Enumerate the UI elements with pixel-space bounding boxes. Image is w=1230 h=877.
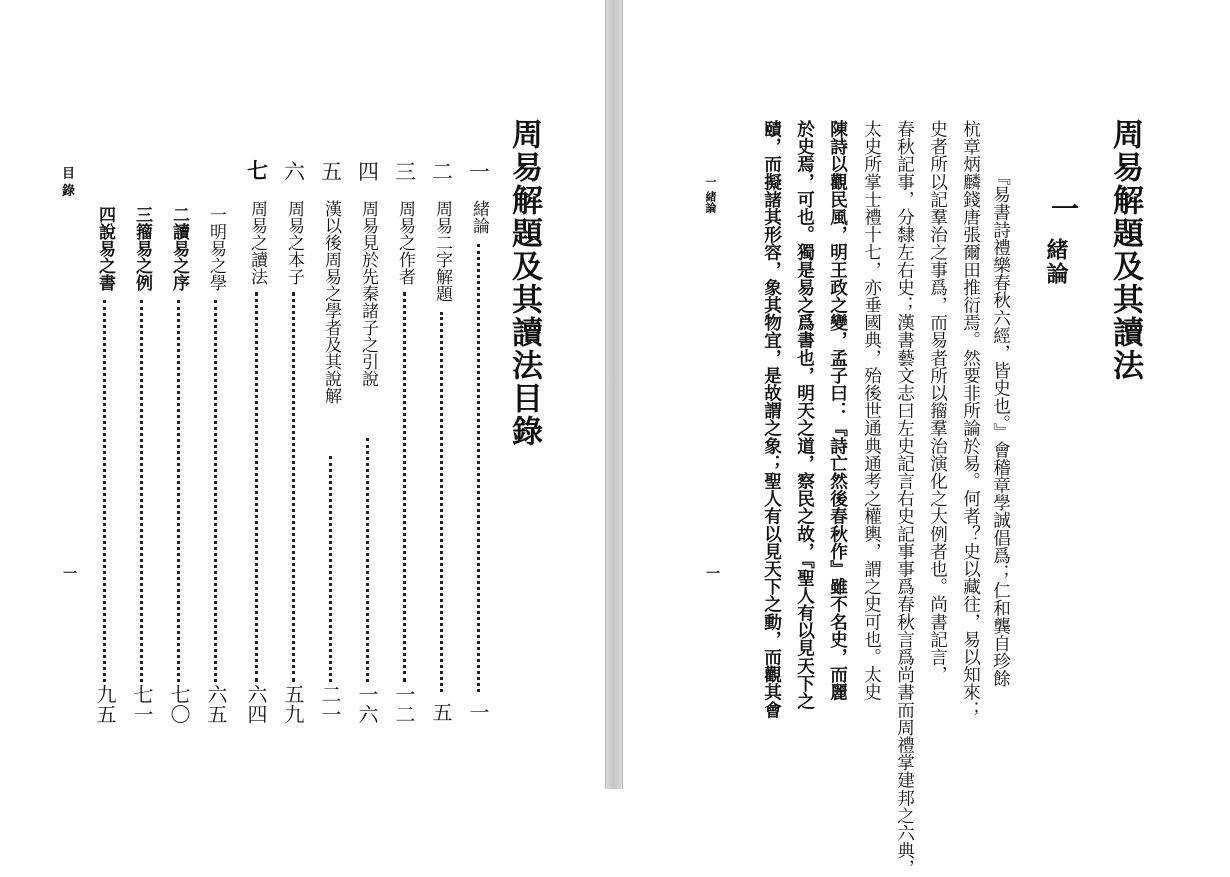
toc-entry-3-number: 三: [395, 160, 416, 184]
body-text-column-3: 史者所以記羣治之事爲，而易者所以籀羣治演化之大例者也。尚書記言，: [927, 120, 948, 684]
toc-subentry-2-leader: [177, 300, 180, 682]
toc-entry-7-label[interactable]: 周易之讀法: [247, 200, 267, 285]
toc-subentry-1-page[interactable]: 六五: [204, 684, 228, 724]
toc-entry-4-number: 四: [358, 160, 379, 184]
toc-entry-3-page[interactable]: 一二: [392, 684, 416, 724]
toc-entry-6-leader: [292, 292, 295, 682]
body-text-column-5: 太史所掌士禮十七，亦垂國典，殆後世通典通考之權輿，謂之史可也。太史: [861, 120, 882, 701]
toc-entry-4-leader: [366, 438, 369, 682]
toc-entry-3-leader: [403, 292, 406, 682]
toc-subentry-3-label[interactable]: 三籀易之例: [132, 206, 152, 291]
toc-entry-2-number: 二: [432, 160, 453, 184]
book-spine-divider: [605, 0, 623, 789]
toc-page-number: 一: [61, 566, 77, 580]
toc-entry-7-page[interactable]: 六四: [244, 684, 268, 724]
toc-entry-5-number: 五: [321, 160, 342, 184]
toc-entry-7-number: 七: [247, 158, 268, 183]
toc-subentry-4-page[interactable]: 九五: [93, 684, 117, 724]
toc-entry-5-label[interactable]: 漢以後周易之學者及其說解: [321, 200, 341, 404]
toc-entry-1-leader: [477, 244, 480, 692]
toc-entry-4-page[interactable]: 一六: [355, 684, 379, 724]
body-text-column-8: 賾，而擬諸其形容，象其物宜，是故謂之象；聖人有以見天下之動，而觀其會: [761, 120, 783, 719]
page-title: 周易解題及其讀法: [1107, 118, 1143, 382]
toc-subentry-4-leader: [103, 300, 106, 682]
toc-title: 周易解題及其讀法目錄: [506, 118, 542, 448]
toc-entry-6-page[interactable]: 五九: [281, 684, 305, 724]
toc-subentry-2-page[interactable]: 七〇: [167, 684, 191, 724]
body-text-column-1: 『易書詩禮樂春秋六經，皆史也。』會稽章學誠倡爲；仁和龔自珍餘: [990, 168, 1011, 688]
section-title: 緒論: [1043, 238, 1069, 286]
toc-entry-7-leader: [255, 292, 258, 682]
toc-subentry-3-page[interactable]: 七一: [130, 684, 154, 724]
toc-entry-6-label[interactable]: 周易之本子: [284, 200, 304, 285]
toc-subentry-4-label[interactable]: 四說易之書: [95, 206, 115, 291]
body-text-column-7: 於史焉，可也。獨是易之爲書也，明天之道，察民之故，『聖人有以見天下之: [794, 120, 816, 710]
toc-entry-1-number: 一: [469, 160, 490, 184]
toc-entry-1-label[interactable]: 緒論: [469, 200, 489, 234]
toc-subentry-1-label[interactable]: 一明易之學: [206, 206, 226, 291]
toc-entry-1-page[interactable]: 一: [466, 702, 490, 722]
toc-entry-4-label[interactable]: 周易見於先秦諸子之引說: [358, 200, 378, 387]
toc-entry-2-leader: [440, 312, 443, 692]
toc-running-header: 目 錄: [59, 166, 74, 197]
toc-entry-5-page[interactable]: 二一: [318, 684, 342, 724]
body-text-column-4: 春秋記事，分隸左右史；漢書藝文志曰左史記言右史記事事爲春秋言爲尚書而周禮掌建邦之六典，: [894, 120, 915, 877]
toc-subentry-3-leader: [140, 300, 143, 682]
toc-page: [0, 0, 605, 789]
body-page: [623, 0, 1230, 877]
running-header: 一 緒論: [704, 176, 717, 213]
section-number: 一: [1047, 194, 1080, 222]
toc-subentry-2-label[interactable]: 二讀易之序: [169, 206, 189, 291]
toc-subentry-1-leader: [214, 300, 217, 682]
toc-entry-5-leader: [329, 456, 332, 682]
toc-entry-2-page[interactable]: 五: [429, 702, 453, 722]
page-number: 一: [704, 566, 720, 580]
body-text-column-6: 陳詩以觀民風，明王政之變，孟子曰：『詩亡然後春秋作』雖不名史，而麗: [827, 120, 849, 701]
body-text-column-2: 杭章炳麟錢唐張爾田推衍焉。然要非所論於易。何者？史以藏往，易以知來；: [960, 120, 981, 719]
toc-entry-2-label[interactable]: 周易二字解題: [432, 200, 452, 302]
toc-entry-3-label[interactable]: 周易之作者: [395, 200, 415, 285]
toc-entry-6-number: 六: [284, 160, 305, 184]
